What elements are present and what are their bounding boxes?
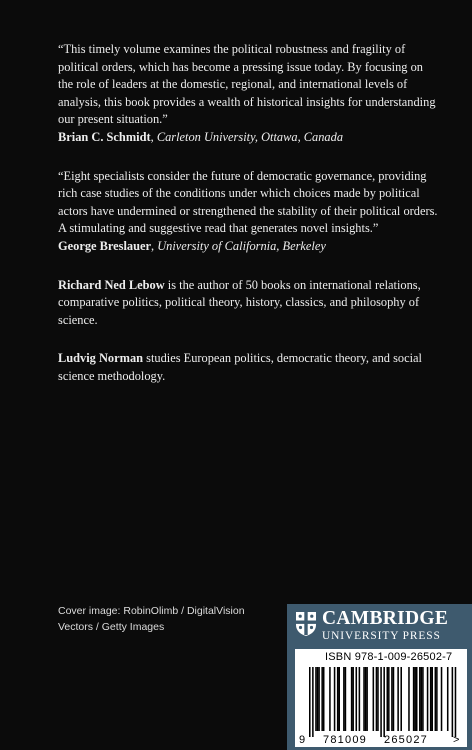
barcode-bar — [414, 667, 416, 731]
barcode-bar — [317, 667, 319, 731]
blurb-attribution: Brian C. Schmidt, Carleton University, Ottawa, Canada — [58, 129, 344, 144]
author-bio-1 — [58, 277, 438, 330]
barcode-bar — [436, 667, 438, 731]
barcode-graphic — [295, 649, 467, 747]
barcode-bar — [352, 667, 354, 731]
barcode-bar — [413, 667, 415, 731]
barcode-bar — [309, 667, 311, 737]
barcode-bar — [321, 667, 323, 731]
barcode-bar — [393, 667, 395, 731]
barcode-bar — [441, 667, 443, 731]
barcode-bar — [365, 667, 367, 731]
blurb-attribution: George Breslauer, University of California, Berkeley — [58, 238, 326, 253]
author-name: Ludvig Norman — [58, 351, 144, 366]
barcode-bar — [329, 667, 331, 731]
publisher-logo — [322, 608, 470, 643]
barcode-bar — [376, 667, 378, 731]
blurb-quote: “This timely volume examines the political robustness and fragility of political orders, which has become a pressing issue today. By focusing on the role of leaders at the domestic, regional, and international levels of analysis, this book provides a wealth of historical insights for understanding our present situation.” — [58, 42, 436, 127]
barcode-bar — [400, 667, 402, 731]
isbn-barcode — [295, 649, 467, 747]
author-bio: is the author of 50 books on international relations, comparative politics, political theory, history, classics, and philosophy of science. — [58, 277, 421, 327]
publisher-press: UNIVERSITY PRESS — [322, 630, 441, 642]
barcode-bar — [337, 667, 339, 731]
barcode-bar — [422, 667, 424, 731]
barcode-bar — [431, 667, 433, 731]
author-bio-text — [58, 277, 438, 330]
blurb-quote: “Eight specialists consider the future of democratic governance, providing rich case studies of the conditions under which choices made by political actors have undermined or strengthened the stability of their political orders. A stimulating and suggestive read that generates novel insights.” — [58, 168, 438, 236]
blurb-author: Brian C. Schmidt — [58, 129, 151, 144]
barcode-bar — [397, 667, 399, 731]
barcode-bar — [377, 667, 379, 731]
author-bio-text — [58, 350, 438, 385]
author-bio: studies European politics, democratic theory, and social science methodology. — [58, 351, 422, 383]
publisher-name: CAMBRIDGE — [322, 608, 449, 629]
blurb-1 — [58, 41, 438, 147]
barcode-bar — [351, 667, 353, 731]
barcode-bar — [373, 667, 375, 731]
blurb-2 — [58, 168, 438, 256]
barcode-digits-right: 265027 — [384, 734, 428, 746]
barcode-bar — [338, 667, 340, 731]
barcode-bar — [359, 667, 361, 731]
blurb-affiliation: Carleton University, Ottawa, Canada — [156, 129, 344, 144]
cover-credit: Cover image: RobinOlimb / DigitalVision Vectors / Getty Images — [58, 605, 245, 633]
barcode-bar — [334, 667, 336, 731]
barcode-bar — [455, 667, 457, 737]
barcode-digit-first: 9 — [299, 734, 306, 746]
barcode-bar — [435, 667, 437, 731]
barcode-bar — [388, 667, 390, 731]
barcode-bar — [387, 667, 389, 731]
barcode-bar — [356, 667, 358, 731]
barcode-bar — [427, 667, 429, 731]
blurb-author: George Breslauer — [58, 238, 152, 253]
barcode-digits-left: 781009 — [323, 734, 367, 746]
author-bio-2 — [58, 350, 438, 385]
barcode-bar — [419, 667, 421, 731]
barcode-bar — [383, 667, 385, 737]
text-column — [58, 41, 438, 407]
barcode-bar — [391, 667, 393, 731]
barcode-bar — [343, 667, 345, 731]
barcode-bar — [315, 667, 317, 731]
barcode-bar — [416, 667, 418, 731]
barcode-bar — [452, 667, 454, 737]
barcode-bar — [421, 667, 423, 731]
barcode-bar — [318, 667, 320, 731]
barcode-bar — [345, 667, 347, 731]
author-name: Richard Ned Lebow — [58, 277, 165, 292]
barcode-bar — [363, 667, 365, 731]
barcode-bar — [323, 667, 325, 731]
cambridge-shield-icon — [295, 611, 317, 637]
isbn-label: ISBN 978-1-009-26502-7 — [325, 651, 453, 663]
barcode-bar — [366, 667, 368, 731]
barcode-bar — [430, 667, 432, 731]
barcode-bar — [312, 667, 314, 737]
barcode-bar — [408, 667, 410, 731]
barcode-end-mark: > — [453, 734, 460, 746]
publisher-panel — [287, 604, 472, 750]
blurb-affiliation: University of California, Berkeley — [157, 238, 326, 253]
barcode-bar — [380, 667, 382, 737]
barcode-bar — [447, 667, 449, 731]
